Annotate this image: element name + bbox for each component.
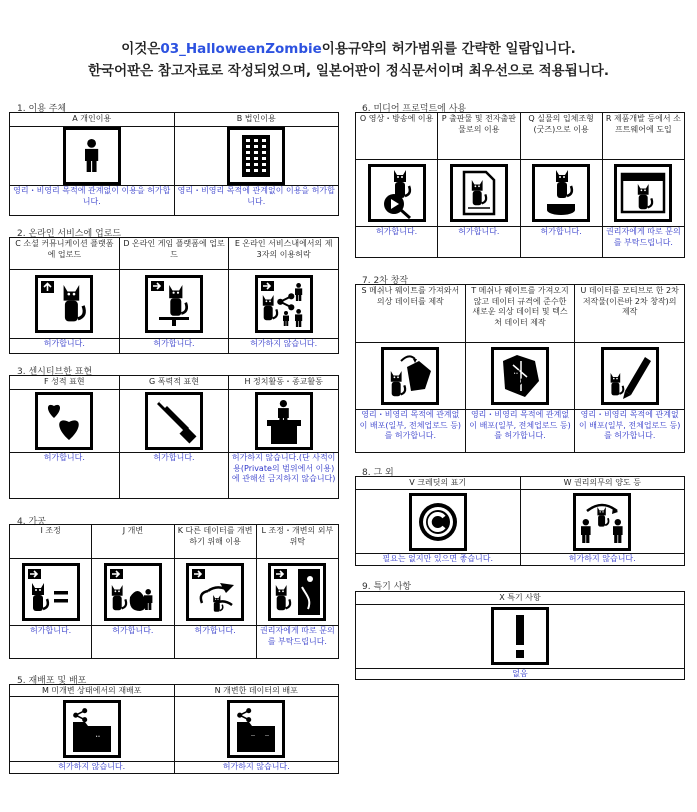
section-title-online-upload: 2. 온라인 서비스에 업로드 — [17, 229, 122, 239]
section-media-products — [355, 112, 685, 258]
permission-text: 허가합니다. — [120, 338, 229, 350]
hearts-icon — [35, 390, 93, 452]
permission-text: 허가합니다. — [10, 338, 119, 350]
permission-text: 영리・비영리 목적에 관계없이 배포(일부, 전체업로드 등)를 허가합니다. — [356, 409, 465, 442]
section-title-usage-subject: 1. 이용 주체 — [17, 104, 67, 114]
permission-text: 영리・비영리 목적에 관계없이 이용을 허가합니다. — [175, 185, 339, 207]
item-label: T 메쉬나 웨이트를 가져오지 않고 데이터 규격에 준수한 새로운 의상 데이터 및 텍스처 데이터 제작 — [466, 285, 575, 343]
transfer-icon — [573, 490, 631, 553]
item-s3-0 — [10, 376, 120, 498]
copyright-icon — [409, 490, 467, 553]
section-title-redistribution: 5. 재배포 및 배포 — [17, 676, 87, 686]
section-online-upload — [9, 237, 339, 354]
item-label: K 다른 데이터를 개변하기 위해 이용 — [175, 525, 256, 559]
permission-text: 필요는 없지만 있으면 좋습니다. — [356, 553, 520, 565]
permission-text: 허가합니다. — [120, 452, 229, 464]
item-s7-2 — [575, 285, 684, 452]
section-sensitive — [9, 375, 339, 499]
item-label: F 성적 표현 — [10, 376, 119, 390]
item-label: U 데이터를 모티브로 한 2차 저작물(이른바 2차 창작)의 제작 — [575, 285, 684, 343]
share-folder-icon — [63, 697, 121, 761]
item-label: I 조정 — [10, 525, 91, 559]
header-line-2: 한국어판은 참고자료로 작성되었으며, 일본어판이 정식문서이며 최우선으로 적용됩니다. — [88, 63, 609, 79]
item-s3-2 — [229, 376, 338, 498]
knife-icon — [145, 390, 203, 452]
item-s4-1 — [92, 525, 174, 658]
item-label: B 법인이용 — [175, 113, 339, 127]
permission-text: 영리・비영리 목적에 관계없이 배포(일부, 전체업로드 등)를 허가합니다. — [575, 409, 684, 442]
game-cat-icon — [145, 270, 203, 338]
item-label: X 특기 사항 — [356, 592, 684, 605]
item-s1-1 — [175, 113, 339, 215]
upload-cat-icon — [35, 270, 93, 338]
item-s9-0 — [356, 592, 684, 679]
item-s6-0 — [356, 113, 438, 257]
item-label: C 소셜 커뮤니케이션 플랫폼에 업로드 — [10, 238, 119, 270]
item-s6-3 — [603, 113, 684, 257]
item-label: L 조정・개변의 외부위탁 — [257, 525, 338, 559]
permission-text: 허가합니다. — [175, 625, 256, 637]
item-label: H 정치활동・종교활동 — [229, 376, 338, 390]
building-icon — [227, 127, 285, 185]
permission-text: 허가합니다. — [92, 625, 173, 637]
permission-text: 허가하지 않습니다. — [521, 553, 685, 565]
item-s2-1 — [120, 238, 230, 353]
section-processing — [9, 524, 339, 659]
item-s4-2 — [175, 525, 257, 658]
item-s4-3 — [257, 525, 338, 658]
permission-text: 허가합니다. — [10, 625, 91, 637]
item-s5-0 — [10, 685, 175, 773]
section-title-derivative: 7. 2차 창작 — [362, 276, 409, 286]
share-cat-people-icon — [255, 270, 313, 338]
item-s2-0 — [10, 238, 120, 353]
permission-text: 허가하지 않습니다.(단 사적이용(Private의 범위에서 이용)에 관해선 금지하지 않습니다) — [229, 452, 338, 485]
section-title-special-notes: 9. 특기 사항 — [362, 582, 412, 592]
share-modified-icon — [227, 697, 285, 761]
section-special-notes — [355, 591, 685, 680]
permission-text: 영리・비영리 목적에 관계없이 이용을 허가합니다. — [10, 185, 174, 207]
permission-text: 허가합니다. — [438, 226, 519, 238]
item-s5-1 — [175, 685, 339, 773]
item-label: P 출판물 및 전자출판물로의 이용 — [438, 113, 519, 160]
item-s8-0 — [356, 477, 521, 565]
section-title-others: 8. 그 외 — [362, 468, 394, 478]
section-redistribution — [9, 684, 339, 774]
permission-text: 영리・비영리 목적에 관계없이 배포(일부, 전체업로드 등)를 허가합니다. — [466, 409, 575, 442]
permission-text: 허가합니다. — [521, 226, 602, 238]
section-title-processing: 4. 가공 — [17, 517, 46, 527]
item-label: R 제품개발 등에서 소프트웨어에 도입 — [603, 113, 684, 160]
header-line-1 — [0, 38, 697, 60]
permission-text: 허가하지 않습니다. — [175, 761, 339, 773]
item-s6-2 — [521, 113, 603, 257]
header-prefix: 이것은 — [121, 41, 161, 57]
section-title-media-products: 6. 미디어 프로덕트에 사용 — [362, 104, 467, 114]
item-label: Q 실물의 입체조형(굿즈)으로 이용 — [521, 113, 602, 160]
item-s7-1 — [466, 285, 576, 452]
item-label: D 온라인 게임 플랫폼에 업로드 — [120, 238, 229, 270]
pen-icon — [601, 343, 659, 409]
figure-icon — [532, 160, 590, 226]
permission-text: 허가하지 않습니다. — [10, 761, 174, 773]
model-name: 03_HalloweenZombie — [160, 41, 322, 57]
document-cat-icon — [450, 160, 508, 226]
permission-text: 없음 — [356, 668, 684, 680]
item-s4-0 — [10, 525, 92, 658]
section-usage-subject — [9, 112, 339, 216]
section-others — [355, 476, 685, 566]
permission-text: 허가합니다. — [10, 452, 119, 464]
podium-icon — [255, 390, 313, 452]
permission-text: 허가하지 않습니다. — [229, 338, 338, 350]
reuse-icon — [186, 559, 244, 625]
item-label: N 개변한 데이터의 배포 — [175, 685, 339, 697]
item-label: J 개변 — [92, 525, 173, 559]
item-label: V 크레딧의 표기 — [356, 477, 520, 490]
software-icon — [614, 160, 672, 226]
outsource-icon — [268, 559, 326, 625]
video-cat-icon — [368, 160, 426, 226]
person-icon — [63, 127, 121, 185]
header-suffix: 이용규약의 허가범위를 간략한 일람입니다. — [321, 41, 576, 57]
permission-text: 권리자에게 따로 문의를 부탁드립니다. — [603, 226, 684, 248]
item-label: A 개인이용 — [10, 113, 174, 127]
item-s3-1 — [120, 376, 230, 498]
item-s6-1 — [438, 113, 520, 257]
item-label: S 메쉬나 웨이트를 가져와서 의상 데이터를 제작 — [356, 285, 465, 343]
item-s1-0 — [10, 113, 175, 215]
section-title-sensitive: 3. 센시티브한 표현 — [17, 367, 93, 377]
permission-text: 권리자에게 따로 문의를 부탁드립니다. — [257, 625, 338, 647]
section-derivative — [355, 284, 685, 453]
item-label: W 권리의무의 양도 등 — [521, 477, 685, 490]
item-label: O 영상・방송에 이용 — [356, 113, 437, 160]
item-s7-0 — [356, 285, 466, 452]
item-label: M 미개변 상태에서의 재배포 — [10, 685, 174, 697]
item-label: E 온라인 서비스내에서의 제3자의 이용허락 — [229, 238, 338, 270]
item-s2-2 — [229, 238, 338, 353]
permission-text: 허가합니다. — [356, 226, 437, 238]
exclamation-icon — [491, 605, 549, 668]
new-clothing-icon — [491, 343, 549, 409]
page-header — [0, 38, 697, 82]
item-s8-1 — [521, 477, 685, 565]
item-label: G 폭력적 표현 — [120, 376, 229, 390]
modify-icon — [104, 559, 162, 625]
adjust-icon — [22, 559, 80, 625]
mesh-clothing-icon — [381, 343, 439, 409]
